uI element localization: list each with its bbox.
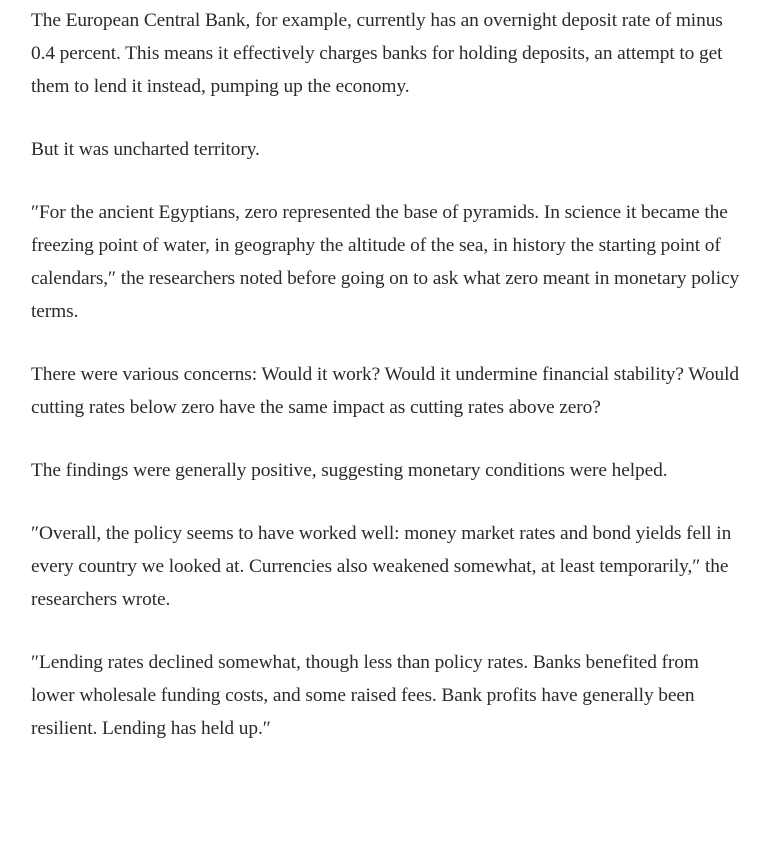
paragraph-lending-quote: ″Lending rates declined somewhat, though less than policy rates. Banks benefited from lower wholesale funding costs, and some raised fees. Bank profits have generally been resilient. Lending has held up.″: [31, 652, 699, 739]
paragraph-egyptians-quote: ″For the ancient Egyptians, zero represented the base of pyramids. In science it became the freezing point of water, in geography the altitude of the sea, in history the starting point of calendars,″ the researchers noted before going on to ask what zero meant in monetary policy terms.: [31, 202, 740, 322]
paragraph-ecb-deposit-rate: The European Central Bank, for example, currently has an overnight deposit rate of minus 0.4 percent. This means it effectively charges banks for holding deposits, an attempt to get them to lend it instead, pumping up the economy.: [31, 10, 723, 97]
paragraph-findings: The findings were generally positive, suggesting monetary conditions were helped.: [31, 460, 668, 481]
paragraph-concerns: There were various concerns: Would it work? Would it undermine financial stability? Would cutting rates below zero have the same impact as cutting rates above zero?: [31, 364, 739, 418]
paragraph-overall-quote: ″Overall, the policy seems to have worked well: money market rates and bond yields fell in every country we looked at. Currencies also weakened somewhat, at least temporarily,″ the researchers wrote.: [31, 523, 732, 610]
article-body: [31, 4, 746, 775]
paragraph-uncharted-territory: But it was uncharted territory.: [31, 139, 260, 160]
